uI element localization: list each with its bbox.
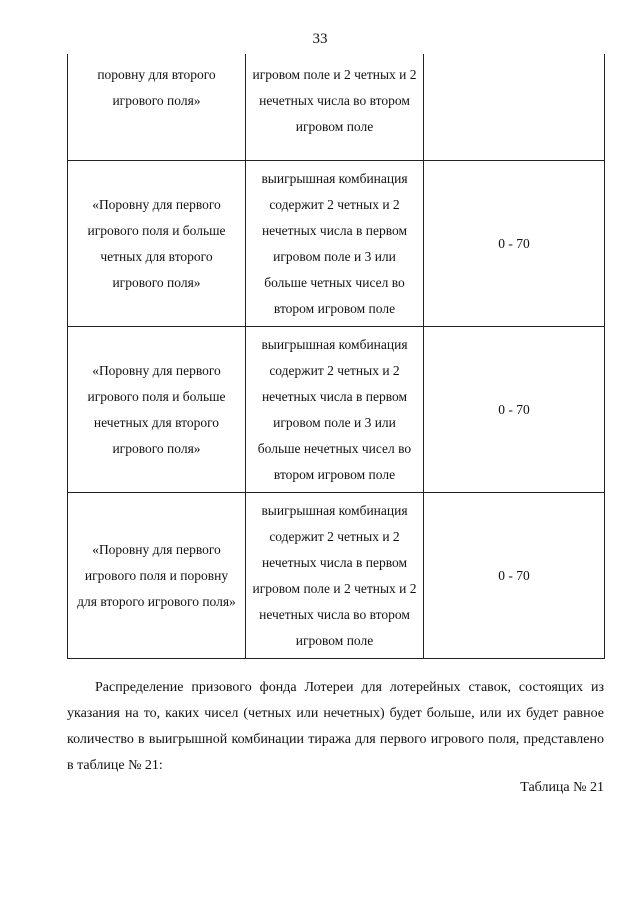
page-number: 33 <box>312 31 328 47</box>
winning-combination-cell: выигрышная комбинация содержит 2 четных и 2 нечетных числа в первом игровом поле и 2 четных и 2 нечетных числа во втором игровом поле <box>246 493 424 659</box>
table-row <box>68 493 605 659</box>
prize-share-cell: 0 - 70 <box>424 327 605 493</box>
prize-share-cell: 0 - 70 <box>424 161 605 327</box>
winning-combination-cell: выигрышная комбинация содержит 2 четных и 2 нечетных числа в первом игровом поле и 3 или больше нечетных чисел во втором игровом поле <box>246 327 424 493</box>
prize-share-cell <box>424 54 605 161</box>
body-paragraph: Распределение призового фонда Лотереи для лотерейных ставок, состоящих из указания на то, каких чисел (четных или нечетных) будет больше, или их будет равное количество в выигрышной комбинации тиража для первого игрового поля, представлено в таблице № 21: <box>67 680 604 773</box>
bet-type-cell: «Поровну для первого игрового поля и поровну для второго игрового поля» <box>68 493 246 659</box>
prize-distribution-table <box>67 54 605 659</box>
bet-type-cell: «Поровну для первого игрового поля и больше четных для второго игрового поля» <box>68 161 246 327</box>
winning-combination-cell: игровом поле и 2 четных и 2 нечетных числа во втором игровом поле <box>246 54 424 161</box>
winning-combination-cell: выигрышная комбинация содержит 2 четных и 2 нечетных числа в первом игровом поле и 3 или больше четных чисел во втором игровом поле <box>246 161 424 327</box>
bet-type-cell: поровну для второго игрового поля» <box>68 54 246 161</box>
table-row <box>68 327 605 493</box>
bet-type-cell: «Поровну для первого игрового поля и больше нечетных для второго игрового поля» <box>68 327 246 493</box>
table-caption: Таблица № 21 <box>520 780 604 795</box>
prize-share-cell: 0 - 70 <box>424 493 605 659</box>
table-row <box>68 161 605 327</box>
table-row <box>68 54 605 161</box>
